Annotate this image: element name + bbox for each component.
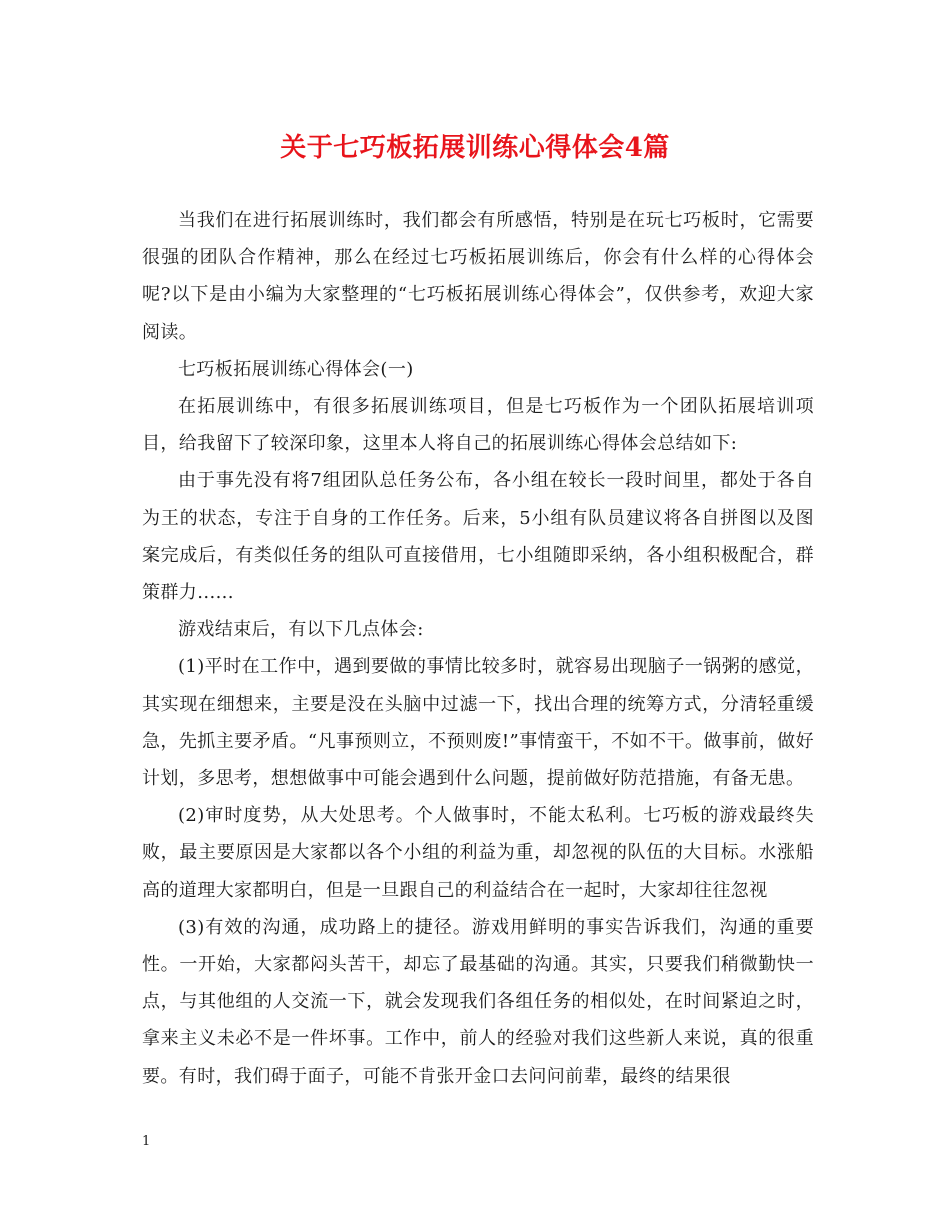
body-paragraph: (1)平时在工作中，遇到要做的事情比较多时，就容易出现脑子一锅粥的感觉，其实现在细想来，主要是没在头脑中过滤一下，找出合理的统筹方式，分清轻重缓急，先抓主要矛盾。“凡事预则立，不预则废!”事情蛮干，不如不干。做事前，做好计划，多思考，想想做事中可能会遇到什么问题，提前做好防范措施，有备无患。: [142, 656, 814, 790]
page-number: 1: [142, 1134, 151, 1149]
body-paragraph: 由于事先没有将7组团队总任务公布，各小组在较长一段时间里，都处于各自为王的状态，专注于自身的工作任务。后来，5小组有队员建议将各自拼图以及图案完成后，有类似任务的组队可直接借用，七小组随即采纳，各小组积极配合，群策群力......: [142, 470, 814, 604]
section-heading: 七巧板拓展训练心得体会(一): [178, 358, 414, 380]
document-title: 关于七巧板拓展训练心得体会4篇: [280, 133, 670, 163]
body-paragraph: (3)有效的沟通，成功路上的捷径。游戏用鲜明的事实告诉我们，沟通的重要性。一开始，大家都闷头苦干，却忘了最基础的沟通。其实，只要我们稍微勤快一点，与其他组的人交流一下，就会发现我们各组任务的相似处，在时间紧迫之时，拿来主义未必不是一件坏事。工作中，前人的经验对我们这些新人来说，真的很重要。有时，我们碍于面子，可能不肯张开金口去问问前辈，最终的结果很: [142, 916, 814, 1087]
body-paragraph: (2)审时度势，从大处思考。个人做事时，不能太私利。七巧板的游戏最终失败，最主要原因是大家都以各个小组的利益为重，却忽视的队伍的大目标。水涨船高的道理大家都明白，但是一旦跟自己的利益结合在一起时，大家却往往忽视: [142, 805, 814, 901]
intro-paragraph: 当我们在进行拓展训练时，我们都会有所感悟，特别是在玩七巧板时，它需要很强的团队合作精神，那么在经过七巧板拓展训练后，你会有什么样的心得体会呢?以下是由小编为大家整理的“七巧板拓展训练心得体会”，仅供参考，欢迎大家阅读。: [142, 210, 814, 343]
document-body: [142, 202, 814, 1095]
body-paragraph: 在拓展训练中，有很多拓展训练项目，但是七巧板作为一个团队拓展培训项目，给我留下了较深印象，这里本人将自己的拓展训练心得体会总结如下:: [142, 396, 814, 455]
body-paragraph: 游戏结束后，有以下几点体会:: [178, 619, 424, 641]
